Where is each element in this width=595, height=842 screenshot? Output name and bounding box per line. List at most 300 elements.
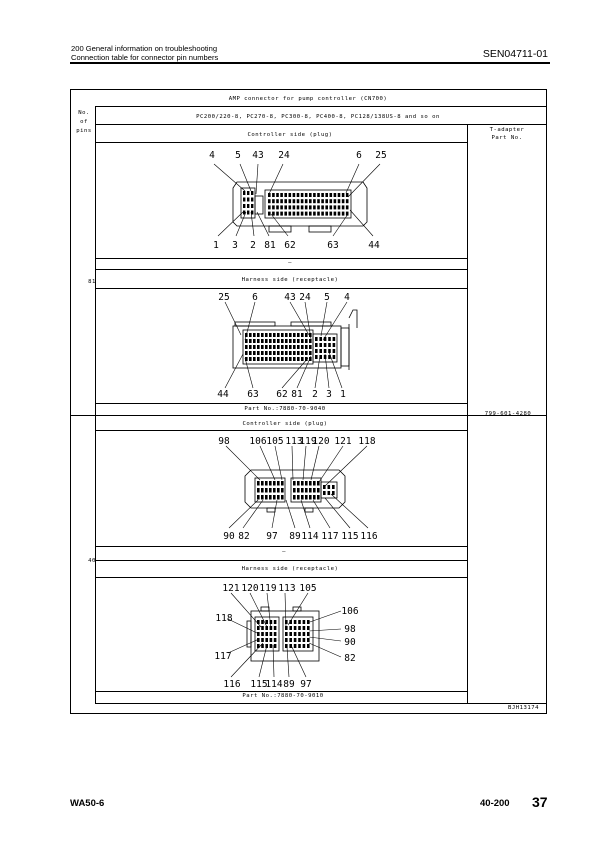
pin-cavity [294, 644, 297, 648]
pin-cavity [294, 626, 297, 630]
pin-cavity [303, 632, 306, 636]
pin-cavity [261, 620, 264, 624]
pin-cavity [297, 333, 300, 337]
pin-cavity [265, 632, 268, 636]
pin-cavity [307, 638, 310, 642]
pins-header-2: of [80, 119, 88, 125]
pin-cavity [293, 351, 296, 355]
pin-label: 116 [360, 531, 378, 542]
t-adapter-header-1: T-adapter [489, 127, 525, 133]
pin-cavity [334, 212, 337, 216]
pin-cavity [280, 205, 283, 209]
pin-cavity [285, 620, 288, 624]
pin-count-81: 81 [88, 279, 96, 285]
pin-label: 115 [250, 679, 268, 690]
pin-cavity [276, 212, 279, 216]
pin-cavity [297, 205, 300, 209]
pin-label: 105 [299, 583, 317, 594]
pin-cavity [307, 632, 310, 636]
pin-cavity [325, 205, 328, 209]
pin-cavity [315, 343, 318, 347]
pin-cavity [257, 345, 260, 349]
pin-cavity [315, 355, 318, 359]
part-number-1: Part No.:7880-70-9040 [244, 406, 326, 412]
pin-cavity [274, 632, 277, 636]
pin-cavity [261, 345, 264, 349]
pin-cavity [257, 351, 260, 355]
pin-cavity [297, 351, 300, 355]
pin-cavity [297, 345, 300, 349]
pin-cavity [270, 632, 273, 636]
pin-cavity [293, 357, 296, 361]
pin-cavity [342, 199, 345, 203]
pin-cavity [293, 212, 296, 216]
pin-cavity [330, 205, 333, 209]
pin-cavity [301, 212, 304, 216]
pin-cavity [309, 339, 312, 343]
dash-1: — [288, 260, 292, 266]
pin-cavity [249, 357, 252, 361]
pin-cavity [298, 638, 301, 642]
pin-cavity [305, 212, 308, 216]
pin-cavity [289, 638, 292, 642]
pin-cavity [249, 345, 252, 349]
pin-cavity [274, 638, 277, 642]
pin-cavity [257, 620, 260, 624]
pin-cavity [280, 199, 283, 203]
pin-cavity [269, 339, 272, 343]
pin-cavity [293, 495, 296, 500]
divider [95, 106, 547, 107]
pin-cavity [273, 339, 276, 343]
pin-cavity [317, 205, 320, 209]
pin-cavity [276, 199, 279, 203]
pin-cavity [305, 345, 308, 349]
pin-label: 114 [265, 679, 283, 690]
pin-cavity [309, 199, 312, 203]
pin-cavity [285, 339, 288, 343]
pin-cavity [289, 193, 292, 197]
pin-cavity [297, 193, 300, 197]
pin-cavity [298, 644, 301, 648]
pin-cavity [268, 205, 271, 209]
pin-cavity [342, 205, 345, 209]
pin-cavity [261, 626, 264, 630]
pin-cavity [280, 212, 283, 216]
pin-cavity [293, 193, 296, 197]
pin-cavity [268, 199, 271, 203]
pin-cavity [273, 481, 276, 486]
pin-cavity [277, 481, 280, 486]
divider [70, 415, 547, 416]
pin-label: 5 [324, 292, 330, 303]
pin-label: 82 [238, 531, 250, 542]
pin-cavity [303, 638, 306, 642]
pin-cavity [305, 481, 308, 486]
pin-cavity [269, 351, 272, 355]
pin-cavity [277, 351, 280, 355]
pin-label: 117 [321, 531, 339, 542]
pin-label: 2 [250, 240, 256, 251]
pin-cavity [325, 212, 328, 216]
pin-cavity [272, 212, 275, 216]
pin-cavity [321, 212, 324, 216]
pin-label: 6 [356, 150, 362, 161]
pin-cavity [276, 193, 279, 197]
pin-cavity [274, 644, 277, 648]
pin-cavity [257, 626, 260, 630]
pin-cavity [333, 343, 336, 347]
pin-label: 3 [326, 389, 332, 400]
pin-cavity [332, 485, 335, 489]
pin-cavity [284, 199, 287, 203]
table-title: AMP connector for pump controller (CN700) [228, 96, 388, 102]
pin-cavity [249, 351, 252, 355]
pin-cavity [270, 638, 273, 642]
pin-cavity [338, 193, 341, 197]
pin-cavity [284, 212, 287, 216]
page-header-titles [71, 44, 218, 62]
pin-cavity [285, 638, 288, 642]
pin-label: 121 [222, 583, 240, 594]
pin-cavity [309, 193, 312, 197]
pin-label: 106 [249, 436, 267, 447]
pin-cavity [285, 632, 288, 636]
pin-cavity [305, 333, 308, 337]
pin-cavity [338, 212, 341, 216]
pin-label: 82 [344, 653, 356, 664]
pin-cavity [309, 495, 312, 500]
pin-cavity [289, 333, 292, 337]
pin-cavity [277, 339, 280, 343]
models-row: PC200/220-8, PC270-8, PC300-8, PC400-8, PC128/138US-8 and so on [196, 114, 440, 120]
pin-cavity [285, 333, 288, 337]
pin-cavity [261, 638, 264, 642]
pin-cavity [272, 205, 275, 209]
pin-cavity [261, 495, 264, 500]
pin-cavity [273, 357, 276, 361]
pin-label: 89 [283, 679, 295, 690]
pin-cavity [276, 205, 279, 209]
pin-cavity [285, 357, 288, 361]
pin-cavity [342, 212, 345, 216]
pin-cavity [277, 495, 280, 500]
pin-cavity [265, 638, 268, 642]
pin-cavity [317, 495, 320, 500]
pin-cavity [265, 351, 268, 355]
pin-cavity [265, 488, 268, 493]
pin-cavity [297, 357, 300, 361]
divider [95, 269, 467, 270]
pin-cavity [303, 626, 306, 630]
pin-cavity [251, 191, 253, 195]
pin-cavity [293, 199, 296, 203]
pin-cavity [333, 349, 336, 353]
pin-cavity [281, 333, 284, 337]
pin-cavity [346, 193, 349, 197]
pin-cavity [289, 357, 292, 361]
pin-cavity [315, 337, 318, 341]
pin-cavity [273, 495, 276, 500]
pin-cavity [333, 337, 336, 341]
pin-cavity [261, 632, 264, 636]
pin-cavity [334, 199, 337, 203]
pin-cavity [277, 488, 280, 493]
pin-cavity [261, 333, 264, 337]
divider [95, 691, 467, 692]
pin-cavity [334, 205, 337, 209]
pin-cavity [317, 212, 320, 216]
pin-cavity [281, 345, 284, 349]
pin-label: 43 [284, 292, 296, 303]
pin-label: 44 [368, 240, 380, 251]
pin-cavity [273, 351, 276, 355]
pin-cavity [321, 199, 324, 203]
pin-label: 43 [252, 150, 264, 161]
diagram-81-controller-plug [95, 142, 467, 258]
pin-cavity [313, 193, 316, 197]
pin-label: 62 [284, 240, 296, 251]
pin-cavity [261, 488, 264, 493]
pin-cavity [265, 481, 268, 486]
pin-cavity [301, 357, 304, 361]
pin-cavity [298, 632, 301, 636]
divider [95, 560, 467, 561]
pin-cavity [297, 199, 300, 203]
pin-cavity [277, 333, 280, 337]
pin-cavity [261, 357, 264, 361]
header-rule [70, 62, 550, 64]
pin-cavity [324, 343, 327, 347]
pin-cavity [317, 193, 320, 197]
header-line-2: Connection table for connector pin numbers [71, 53, 219, 63]
pin-cavity [289, 205, 292, 209]
pin-cavity [243, 198, 245, 202]
pin-label: 1 [340, 389, 346, 400]
part-number-2: Part No.:7880-70-9010 [242, 693, 324, 699]
pin-cavity [265, 495, 268, 500]
pin-cavity [332, 491, 335, 495]
pin-count-40: 40 [88, 558, 96, 564]
pin-cavity [277, 345, 280, 349]
pin-cavity [269, 333, 272, 337]
pin-cavity [323, 491, 326, 495]
pin-cavity [269, 495, 272, 500]
pin-cavity [317, 199, 320, 203]
pin-cavity [243, 204, 245, 208]
controller-side-label-1: Controller side (plug) [247, 132, 333, 138]
pin-cavity [274, 620, 277, 624]
pin-cavity [247, 204, 249, 208]
pin-cavity [301, 199, 304, 203]
pin-cavity [301, 193, 304, 197]
pin-label: 118 [358, 436, 376, 447]
pin-label: 119 [259, 583, 277, 594]
pin-cavity [297, 212, 300, 216]
harness-side-label-2: Harness side (receptacle) [241, 566, 339, 572]
pin-cavity [293, 345, 296, 349]
pin-cavity [325, 199, 328, 203]
pin-cavity [293, 205, 296, 209]
footer-page-number: 37 [532, 794, 548, 810]
pin-cavity [249, 333, 252, 337]
pin-label: 113 [285, 436, 303, 447]
pin-cavity [245, 345, 248, 349]
pin-cavity [265, 339, 268, 343]
pin-label: 3 [232, 240, 238, 251]
pin-label: 113 [278, 583, 296, 594]
pin-label: 121 [334, 436, 352, 447]
pin-cavity [289, 212, 292, 216]
pin-label: 63 [327, 240, 339, 251]
pin-cavity [284, 205, 287, 209]
pin-cavity [280, 193, 283, 197]
pin-cavity [328, 337, 331, 341]
divider [95, 703, 547, 704]
pin-cavity [257, 632, 260, 636]
pin-cavity [273, 333, 276, 337]
diagram-40-controller-plug [95, 430, 467, 546]
pin-label: 105 [266, 436, 284, 447]
pin-cavity [305, 488, 308, 493]
pin-cavity [268, 212, 271, 216]
pin-cavity [301, 488, 304, 493]
pin-cavity [333, 355, 336, 359]
pin-cavity [346, 199, 349, 203]
pin-cavity [273, 488, 276, 493]
pin-label: 62 [276, 389, 288, 400]
pin-cavity [273, 345, 276, 349]
pin-cavity [281, 351, 284, 355]
pin-cavity [257, 339, 260, 343]
pin-cavity [293, 481, 296, 486]
pin-cavity [261, 339, 264, 343]
pin-cavity [274, 626, 277, 630]
pin-cavity [301, 481, 304, 486]
pin-cavity [313, 212, 316, 216]
pin-cavity [307, 644, 310, 648]
pin-cavity [297, 481, 300, 486]
pin-label: 98 [344, 624, 356, 635]
pin-cavity [297, 339, 300, 343]
pin-label: 98 [218, 436, 230, 447]
pin-cavity [253, 351, 256, 355]
pin-cavity [297, 495, 300, 500]
pin-cavity [289, 626, 292, 630]
pin-cavity [334, 193, 337, 197]
pin-cavity [247, 211, 249, 215]
pin-label: 81 [264, 240, 276, 251]
divider [95, 546, 467, 547]
pin-cavity [253, 339, 256, 343]
pin-cavity [253, 333, 256, 337]
pin-label: 90 [344, 637, 356, 648]
pin-cavity [251, 204, 253, 208]
controller-side-label-2: Controller side (plug) [242, 421, 328, 427]
pin-cavity [330, 212, 333, 216]
pin-cavity [346, 205, 349, 209]
harness-side-label-1: Harness side (receptacle) [241, 277, 339, 283]
pin-label: 117 [214, 651, 232, 662]
pin-cavity [281, 488, 284, 493]
pin-cavity [281, 495, 284, 500]
pin-cavity [257, 357, 260, 361]
pin-cavity [313, 495, 316, 500]
pin-label: 120 [241, 583, 259, 594]
pin-label: 115 [341, 531, 359, 542]
pin-cavity [298, 620, 301, 624]
pin-cavity [298, 626, 301, 630]
document-code: SEN04711-01 [482, 48, 548, 60]
pin-cavity [305, 199, 308, 203]
pin-cavity [305, 339, 308, 343]
pin-label: 4 [209, 150, 215, 161]
footer-model: WA50-6 [70, 798, 105, 809]
pin-cavity [319, 343, 322, 347]
pin-cavity [265, 345, 268, 349]
pin-label: 2 [312, 389, 318, 400]
pins-header-1: No. [78, 110, 90, 116]
pin-cavity [303, 620, 306, 624]
pin-cavity [309, 481, 312, 486]
pin-label: 25 [375, 150, 387, 161]
pin-cavity [289, 351, 292, 355]
pin-cavity [269, 345, 272, 349]
pin-cavity [305, 495, 308, 500]
t-adapter-part-number: 799-601-4280 [484, 411, 532, 417]
pin-cavity [305, 193, 308, 197]
pin-cavity [281, 339, 284, 343]
pin-cavity [305, 205, 308, 209]
pin-cavity [328, 343, 331, 347]
pin-cavity [297, 488, 300, 493]
pin-cavity [289, 199, 292, 203]
divider [95, 403, 467, 404]
pin-cavity [289, 345, 292, 349]
pin-cavity [272, 199, 275, 203]
pin-cavity [309, 351, 312, 355]
pin-cavity [257, 488, 260, 493]
pin-label: 1 [213, 240, 219, 251]
pin-cavity [325, 193, 328, 197]
pin-cavity [309, 488, 312, 493]
pin-cavity [272, 193, 275, 197]
pin-cavity [313, 199, 316, 203]
pin-cavity [269, 488, 272, 493]
pin-cavity [261, 481, 264, 486]
pin-cavity [338, 199, 341, 203]
pin-cavity [330, 199, 333, 203]
pin-label: 89 [289, 531, 301, 542]
figure-code: BJH13174 [508, 705, 539, 711]
pin-cavity [269, 357, 272, 361]
pin-cavity [301, 495, 304, 500]
pin-cavity [321, 193, 324, 197]
pin-cavity [315, 349, 318, 353]
pin-label: 6 [252, 292, 258, 303]
pin-cavity [293, 339, 296, 343]
footer-section: 40-200 [480, 798, 510, 809]
pin-label: 116 [223, 679, 241, 690]
diagram-40-harness-receptacle [95, 577, 467, 691]
pin-cavity [277, 357, 280, 361]
pin-cavity [309, 345, 312, 349]
pin-cavity [243, 191, 245, 195]
pin-cavity [257, 495, 260, 500]
pin-label: 106 [341, 606, 359, 617]
pin-cavity [265, 620, 268, 624]
pin-cavity [294, 632, 297, 636]
